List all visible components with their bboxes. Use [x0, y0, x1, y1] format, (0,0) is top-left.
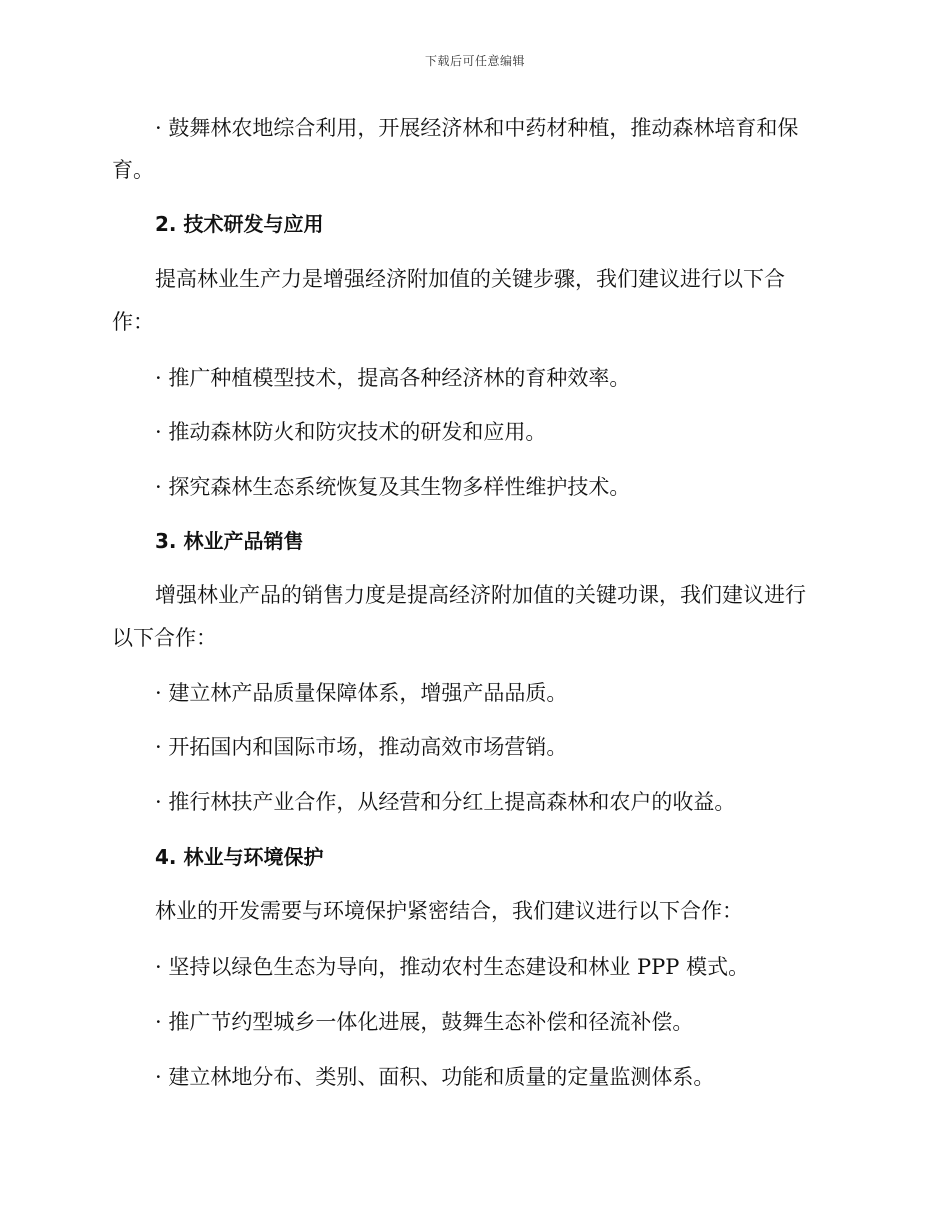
bullet-item: · 建立林产品质量保障体系，增强产品品质。: [155, 681, 568, 705]
bullet-item: · 推广种植模型技术，提高各种经济林的育种效率。: [155, 366, 631, 390]
bullet-item: · 坚持以绿色生态为导向，推动农村生态建设和林业 PPP 模式。: [155, 955, 750, 979]
section-heading-2: 2. 技术研发与应用: [155, 212, 324, 236]
section-heading-3: 3. 林业产品销售: [155, 529, 304, 553]
bullet-item: · 推动森林防火和防灾技术的研发和应用。: [155, 420, 547, 444]
bullet-item: · 探究森林生态系统恢复及其生物多样性维护技术。: [155, 475, 631, 499]
section-heading-4: 4. 林业与环境保护: [155, 845, 324, 869]
paragraph-continuation: 作：: [112, 310, 154, 334]
bullet-item: · 建立林地分布、类别、面积、功能和质量的定量监测体系。: [155, 1065, 715, 1089]
bullet-item: · 开拓国内和国际市场，推动高效市场营销。: [155, 735, 568, 759]
paragraph-continuation: 以下合作：: [112, 626, 217, 650]
paragraph: 提高林业生产力是增强经济附加值的关键步骤，我们建议进行以下合: [155, 267, 785, 291]
bullet-item: · 鼓舞林农地综合利用，开展经济林和中药材种植，推动森林培育和保: [155, 116, 799, 140]
paragraph: 林业的开发需要与环境保护紧密结合，我们建议进行以下合作：: [155, 899, 743, 923]
bullet-item: · 推行林扶产业合作，从经营和分红上提高森林和农户的收益。: [155, 790, 736, 814]
page-header: 下载后可任意编辑: [424, 54, 525, 68]
bullet-continuation: 育。: [112, 158, 154, 182]
paragraph: 增强林业产品的销售力度是提高经济附加值的关键功课，我们建议进行: [155, 583, 806, 607]
bullet-item: · 推广节约型城乡一体化进展，鼓舞生态补偿和径流补偿。: [155, 1010, 694, 1034]
